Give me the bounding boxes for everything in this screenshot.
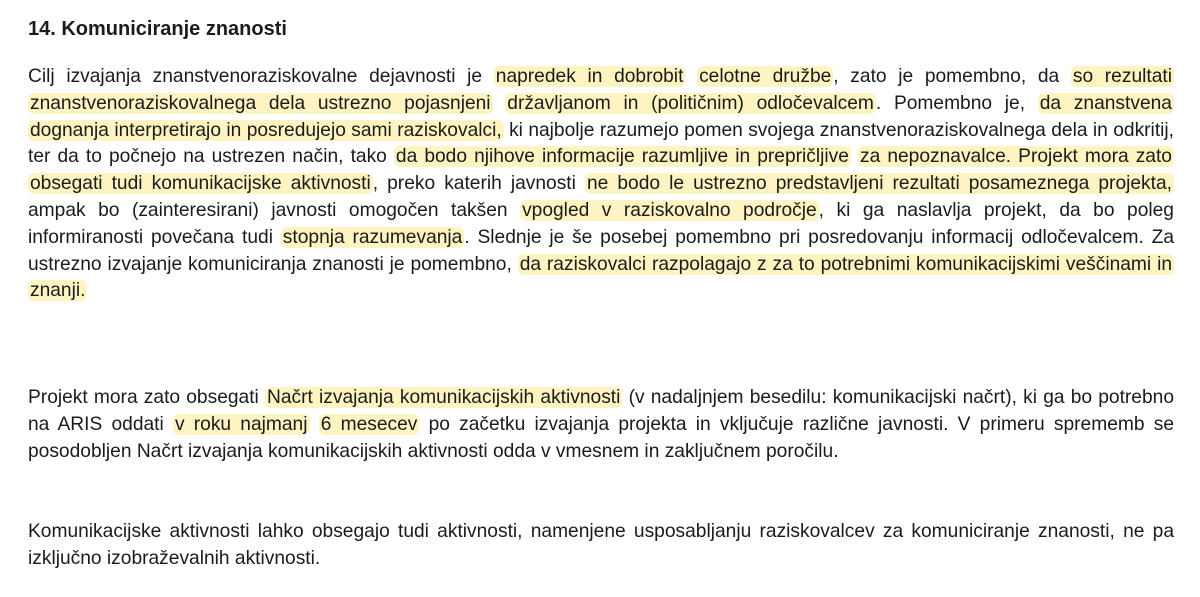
- text-run: Komunikacijske aktivnosti lahko obsegajo tudi aktivnosti, namenjene usposabljanju raziskovalcev za komuniciranje znanosti, ne pa izključno izobraževalnih aktivnosti.: [28, 521, 1174, 569]
- section-heading: 14. Komuniciranje znanosti: [28, 18, 287, 40]
- text-run: ki najbolje razumejo pomen svojega znanstvenoraziskovalnega dela in odkritij, ter da to počnejo na ustrezen način, tako: [28, 119, 1175, 168]
- highlighted-text: 6 mesecev: [320, 413, 418, 435]
- highlighted-text: napredek in dobrobit: [495, 66, 684, 87]
- highlighted-text: da bodo njihove informacije razumljive in prepričljive: [395, 146, 849, 168]
- paragraph-1: [28, 64, 1174, 305]
- text-run: po začetku izvajanja projekta in vključuje različne javnosti. V primeru sprememb se posodobljen Načrt izvajanja komunikacijskih aktivnosti odda v vmesnem in zaključnem poročilu.: [28, 413, 1174, 462]
- paragraph-2: [28, 385, 1174, 465]
- highlighted-text: stopnja razumevanja: [282, 226, 463, 248]
- highlighted-text: za nepoznavalce. Projekt mora zato obsegati tudi komunikacijske aktivnosti: [30, 146, 1172, 195]
- paragraph-3: [28, 519, 1174, 573]
- text-run: Cilj izvajanja znanstvenoraziskovalne dejavnosti je: [28, 66, 494, 87]
- highlighted-text: Načrt izvajanja komunikacijskih aktivnosti: [266, 387, 621, 408]
- text-run: ampak bo (zainteresirani) javnosti omogočen takšen: [28, 199, 521, 221]
- highlighted-text: da raziskovalci razpolagajo z za to potrebnimi komunikacijskimi veščinami in znanji.: [30, 253, 1173, 302]
- text-run: , preko katerih javnosti: [372, 173, 585, 195]
- text-run: [493, 93, 506, 114]
- highlighted-text: ne bodo le ustrezno predstavljeni rezultati posameznega projekta,: [586, 173, 1172, 195]
- text-run: [685, 66, 697, 87]
- text-run: . Pomembno je,: [875, 92, 1038, 114]
- highlighted-text: v roku najmanj: [174, 413, 308, 435]
- text-run: [851, 146, 858, 167]
- text-run: [310, 414, 319, 435]
- text-run: , ki ga naslavlja projekt, da bo poleg informiranosti povečana tudi: [28, 199, 1174, 248]
- text-run: (v nadaljnjem besedilu: komunikacijski načrt), ki ga bo potrebno na ARIS oddati: [28, 387, 1174, 435]
- highlighted-text: da znanstvena dognanja interpretirajo in posredujejo sami raziskovalci,: [30, 92, 1172, 141]
- highlighted-text: vpogled v raziskovalno področje: [522, 199, 817, 221]
- highlighted-text: državljanom in (političnim) odločevalcem: [507, 92, 874, 114]
- highlighted-text: celotne družbe: [699, 66, 832, 87]
- highlighted-text: so rezultati znanstvenoraziskovalnega dela ustrezno pojasnjeni: [30, 66, 1172, 114]
- text-run: . Slednje je še posebej pomembno pri posredovanju informacij odločevalcem. Za ustrezno izvajanje komuniciranja znanosti je pomembno,: [28, 226, 1174, 275]
- text-run: Projekt mora zato obsegati: [28, 387, 265, 408]
- text-run: , zato je pomembno, da: [833, 66, 1071, 87]
